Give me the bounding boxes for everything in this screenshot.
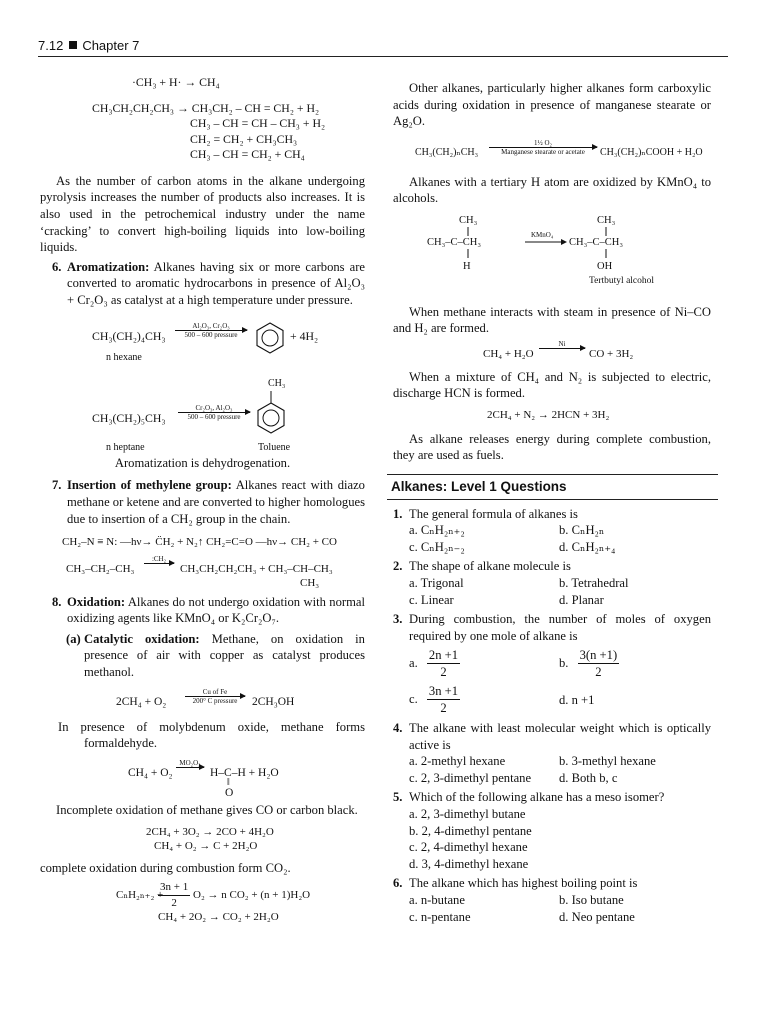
question-2: 2. The shape of alkane molecule is a. Trigonal b. Tetrahedral c. Linear d. Planar: [393, 558, 711, 608]
paragraph-tertiary: Alkanes with a tertiary H atom are oxidized by KMnO₄ to alcohols.: [393, 174, 711, 206]
question-text: The alkane with least molecular weight which is optically active is: [409, 720, 711, 752]
fraction: $\frac{3n + 1}{2}$: [160, 881, 189, 909]
svg-text:CH₃–C–CH₃: CH₃–C–CH₃: [569, 237, 623, 249]
chapter-title: Chapter 7: [82, 38, 140, 53]
option-c[interactable]: c. CₙH₂ₙ₋₂: [409, 539, 465, 554]
section-aromatization: [40, 259, 365, 309]
paragraph-complete: complete oxidation during combustion form CO₂.: [40, 860, 291, 875]
equation-pyrolysis-1: CH₃CH₂CH₂CH₃ → CH₃CH₂ – CH = CH₂ + H₂: [92, 100, 320, 115]
question-text: The general formula of alkanes is: [409, 506, 578, 521]
equation-catalytic: 2CH₄ + O₂ Cu of Fe 200° C pressure 2CH₃OH: [116, 687, 295, 708]
methyl-group: CH₃: [268, 377, 286, 389]
question-4: 4. The alkane with least molecular weight which is optically active is a. 2-methyl hexane b. 3-methyl hexane c. 2, 3-dimethyl pentane d. Both b, c: [393, 720, 711, 785]
svg-text:CH₃: CH₃: [459, 215, 478, 227]
paragraph-incomplete: Incomplete oxidation of methane gives CO or carbon black.: [56, 802, 358, 817]
subsection-catalytic: [40, 631, 365, 681]
question-text: The alkane which has highest boiling point is: [409, 876, 638, 891]
subsection-label: (a): [66, 631, 81, 646]
left-column: [40, 75, 365, 924]
question-text: Which of the following alkane has a meso isomer?: [409, 790, 665, 805]
reaction-arrow: Cr₂O₃, Al₂O₃ 500 – 600 pressure: [178, 404, 250, 421]
option-c[interactable]: c. Linear: [409, 592, 454, 607]
fraction: $\frac{3(n +1)}{2}$: [579, 647, 618, 680]
option-d[interactable]: d. Both b, c: [559, 770, 618, 785]
reaction-arrow: MO₂O₃: [176, 759, 204, 768]
svg-text:CH₃–C–CH₃: CH₃–C–CH₃: [427, 237, 481, 249]
svg-text:CH₃: CH₃: [597, 215, 616, 227]
reactant-hexane: CH₃(CH₂)₄CH₃: [92, 328, 166, 343]
tertiary-oxidation-structure: [393, 211, 711, 293]
svg-text:H: H: [463, 261, 471, 273]
section-methylene: [40, 477, 365, 527]
option-d[interactable]: d. n +1: [559, 692, 595, 707]
option-c[interactable]: c. 2, 4-dimethyl hexane: [409, 840, 528, 855]
equation-pyrolysis-3: CH₂ = CH₂ + CH₃CH₃: [190, 131, 298, 146]
paragraph-carboxylic: Other alkanes, particularly higher alkanes form carboxylic acids during oxidation in presence of manganese stearate or Ag₂O.: [393, 81, 711, 129]
question-6: 6. The alkane which has highest boiling point is a. n-butane b. Iso butane c. n-pentane d. Neo pentane: [393, 875, 711, 925]
reaction-arrow: Al₂O₃, Cr₂O₃ 500 – 600 pressure: [175, 322, 247, 339]
reaction-arrow: Ni: [539, 340, 585, 349]
equation-incomplete-1: 2CH₄ + 3O₂ → 2CO + 4H₂O: [146, 825, 274, 838]
section-heading: Aromatization:: [67, 259, 150, 274]
option-a[interactable]: a. 2, 3-dimethyl butane: [409, 807, 526, 821]
svg-text:OH: OH: [597, 261, 613, 273]
equation-steam: CH₄ + H₂O Ni CO + 3H₂: [483, 339, 634, 360]
square-bullet-icon: [69, 41, 77, 49]
question-options: [409, 806, 711, 872]
option-a[interactable]: a. 2-methyl hexane: [409, 754, 506, 769]
option-d[interactable]: d. Neo pentane: [559, 909, 635, 924]
option-a[interactable]: a. n-butane: [409, 893, 465, 908]
option-b[interactable]: b. $\frac{3(n +1)}{2}$: [559, 647, 618, 680]
question-1: 1. The general formula of alkanes is a. CₙH₂ₙ₊₂ b. CₙH₂ₙ c. CₙH₂ₙ₋₂ d. CₙH₂ₙ₊₄: [393, 506, 711, 556]
question-options: [409, 575, 711, 608]
option-a[interactable]: a. $\frac{2n +1}{2}$: [409, 647, 459, 680]
option-c[interactable]: c. $\frac{3n +1}{2}$: [409, 683, 459, 716]
right-column: [393, 80, 711, 925]
equation-combustion-methane: CH₄ + 2O₂ → CO₂ + 2H₂O: [158, 911, 279, 924]
section-number: 8.: [52, 594, 62, 609]
question-3: 3. During combustion, the number of moles of oxygen required by one mole of alkane is a. $\frac{2n +1}{2}$ b. $\frac{3(n +1)}{2}$ c. $\frac{3n +1}{2}$ d. n +1: [393, 612, 711, 716]
paragraph-hcn: When a mixture of CH₄ and N₂ is subjected to electric, discharge HCN is formed.: [393, 369, 711, 401]
equation-methylene-2: CH₃–CH₂–CH₃ :CH₂ CH₃CH₂CH₂CH₃ + CH₃–CH–CH₃ CH₃: [66, 554, 333, 589]
question-text: The shape of alkane molecule is: [409, 559, 571, 574]
equation-pyrolysis-2: CH₃ – CH = CH – CH₃ + H₂: [190, 116, 326, 131]
question-options: [409, 647, 711, 717]
label-toluene: Toluene: [258, 441, 291, 453]
reaction-arrow: 1½ O₂ Manganese stearate or acetate: [489, 139, 597, 156]
aromatization-note: Aromatization is dehydrogenation.: [114, 455, 291, 470]
question-options: [409, 522, 711, 555]
tertiary-reagent: KMnO₄: [531, 231, 554, 240]
label-n-hexane: n hexane: [106, 351, 142, 363]
equation-radical: ·CH₃ + H· → CH₄: [132, 75, 220, 89]
equation-carboxylic: CH₃(CH₂)ₙCH₃ 1½ O₂ Manganese stearate or acetate CH₃(CH₂)ₙCOOH + H₂O: [415, 138, 703, 158]
aromatization-reaction-2: [40, 377, 365, 459]
section-text: Alkanes react with diazo methane or ketene and are converted to higher homologues due to insertion of a CH₂ group in the chain.: [67, 478, 365, 526]
section-text: Alkanes having six or more carbons are converted to aromatic hydrocarbons in presence of Al₂O₃ + Cr₂O₃ as catalyst at a high temperature under pressure.: [67, 259, 365, 308]
option-d[interactable]: d. Planar: [559, 592, 604, 607]
page-number: 7.12: [38, 38, 64, 53]
option-b[interactable]: b. Iso butane: [559, 893, 624, 908]
page-header: [38, 37, 728, 57]
option-b[interactable]: b. Tetrahedral: [559, 576, 629, 591]
question-text: During combustion, the number of moles of oxygen required by one mole of alkane is: [409, 612, 711, 643]
section-heading: Oxidation:: [67, 594, 126, 609]
option-c[interactable]: c. 2, 3-dimethyl pentane: [409, 770, 532, 785]
label-n-heptane: n heptane: [106, 441, 145, 453]
reactant-heptane: CH₃(CH₂)₅CH₃: [92, 410, 166, 425]
fraction: $\frac{3n +1}{2}$: [428, 683, 459, 716]
section-heading: Insertion of methylene group:: [67, 478, 232, 493]
toluene-ring-icon: [253, 391, 289, 441]
questions-heading: Alkanes: Level 1 Questions: [387, 474, 718, 500]
section-number: 6.: [52, 259, 62, 274]
option-b[interactable]: b. 3-methyl hexane: [559, 754, 656, 769]
fraction: $\frac{2n +1}{2}$: [428, 647, 459, 680]
equation-formaldehyde: CH₄ + O₂ MO₂O₃ H–C–H + H₂O ‖ O: [128, 758, 279, 799]
paragraph-fuel: As alkane releases energy during complete combustion, they are used as fuels.: [393, 431, 711, 463]
paragraph-pyrolysis: As the number of carbon atoms in the alkane undergoing pyrolysis increases the number of products also increases. It is also used in the petrochemical industry under the name ‘cracking’ to convert high-boiling liquids into low-boiling liquids.: [40, 173, 365, 255]
equation-combustion: CₙH₂ₙ₊₂ + $\frac{3n + 1}{2}$ O₂ → n CO₂ + (n + 1)H₂O CH₄ + 2O₂ → CO₂ + 2H₂O: [116, 881, 311, 924]
equation-methylene-1: CH₂–N ≡ N: —hν→ C̈H₂ + N₂↑ CH₂=C=O —hν→ CH₂ + CO: [62, 536, 337, 549]
equation-pyrolysis-4: CH₃ – CH = CH₂ + CH₄: [190, 147, 305, 162]
subsection-text: Methane, on oxidation in presence of air with copper as catalyst produces methanol.: [84, 631, 365, 680]
question-5: 5. Which of the following alkane has a meso isomer? a. 2, 3-dimethyl butane b. 2, 4-dimethyl pentane c. 2, 4-dimethyl hexane d. 3, 4-dimethyl hexane: [393, 789, 711, 872]
aromatization-reaction-1: [40, 321, 365, 371]
section-oxidation: [40, 594, 365, 627]
option-c[interactable]: c. n-pentane: [409, 909, 471, 924]
question-options: [409, 892, 711, 925]
subsection-heading: Catalytic oxidation:: [84, 631, 200, 646]
question-options: [409, 753, 711, 786]
paragraph-molybdenum: In presence of molybdenum oxide, methane forms formaldehyde.: [58, 719, 365, 751]
equation-hcn: 2CH₄ + N₂ → 2HCN + 3H₂: [487, 409, 610, 422]
reaction-arrow: Cu of Fe 200° C pressure: [185, 688, 245, 705]
reaction-arrow: :CH₂: [144, 555, 174, 564]
double-bond-mark: ‖: [227, 776, 230, 788]
option-a[interactable]: a. CₙH₂ₙ₊₂: [409, 523, 465, 538]
equation-incomplete-2: CH₄ + O₂ → C + 2H₂O: [154, 840, 258, 853]
option-b[interactable]: b. CₙH₂ₙ: [559, 523, 605, 538]
benzene-ring-icon: [253, 321, 287, 355]
section-number: 7.: [52, 478, 62, 493]
section-text: Alkanes do not undergo oxidation with normal oxidizing agents like KMnO₄ or K₂Cr₂O₇.: [67, 594, 365, 626]
product-hydrogen: + 4H₂: [290, 328, 319, 343]
option-a[interactable]: a. Trigonal: [409, 576, 464, 591]
option-d[interactable]: d. 3, 4-dimethyl hexane: [409, 856, 529, 871]
option-b[interactable]: b. 2, 4-dimethyl pentane: [409, 823, 532, 838]
paragraph-steam: When methane interacts with steam in presence of Ni–CO and H₂ are formed.: [393, 304, 711, 336]
option-d[interactable]: d. CₙH₂ₙ₊₄: [559, 539, 616, 554]
tertiary-product-name: Tertbutyl alcohol: [589, 276, 655, 287]
